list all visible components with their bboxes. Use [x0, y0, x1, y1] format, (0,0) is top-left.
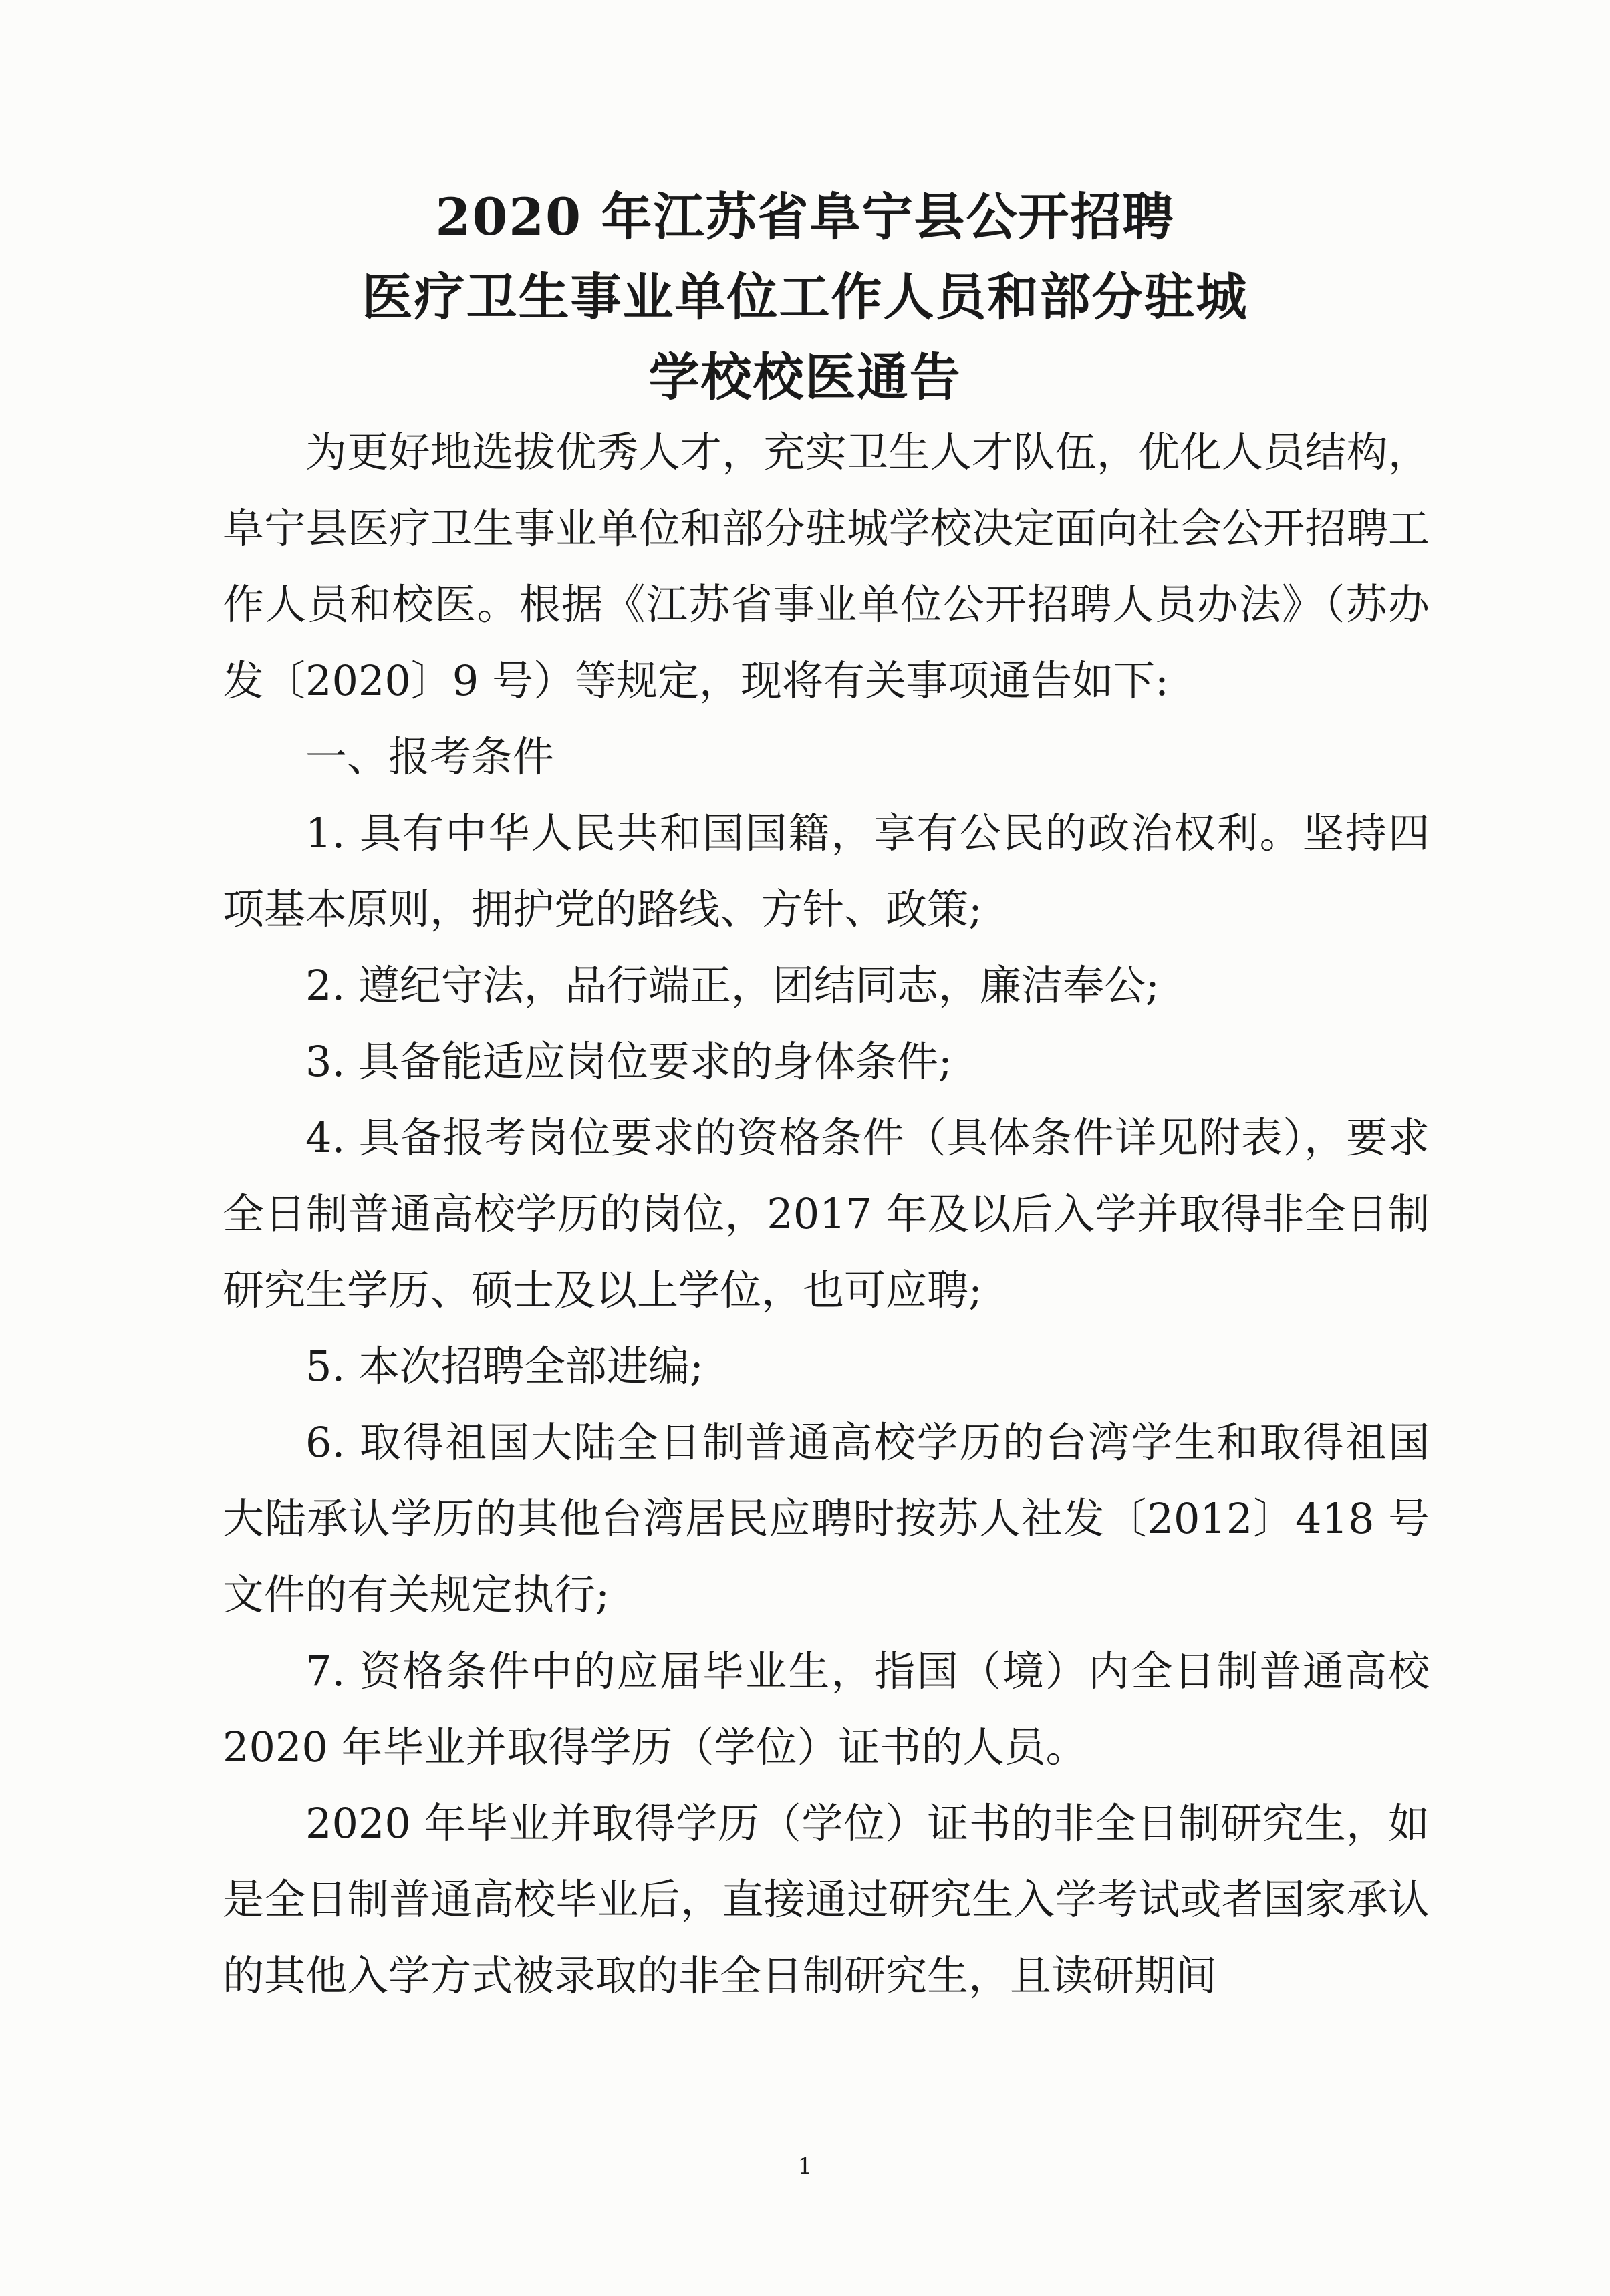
condition-item-6: 6. 取得祖国大陆全日制普通高校学历的台湾学生和取得祖国大陆承认学历的其他台湾居民应聘时按苏人社发〔2012〕418 号文件的有关规定执行;: [223, 1418, 1430, 1619]
condition-item-1: 1. 具有中华人民共和国国籍，享有公民的政治权利。坚持四项基本原则，拥护党的路线、方针、政策;: [223, 809, 1430, 934]
title-line-1: 2020 年江苏省阜宁县公开招聘: [435, 187, 1175, 247]
page-number: 1: [797, 2153, 813, 2180]
intro-paragraph: 为更好地选拔优秀人才，充实卫生人才队伍，优化人员结构，阜宁县医疗卫生事业单位和部分驻城学校决定面向社会公开招聘工作人员和校医。根据《江苏省事业单位公开招聘人员办法》（苏办发〔2020〕9 号）等规定，现将有关事项通告如下:: [223, 428, 1430, 705]
document-body: [223, 414, 1430, 2014]
condition-item-4: 4. 具备报考岗位要求的资格条件（具体条件详见附表），要求全日制普通高校学历的岗位，2017 年及以后入学并取得非全日制研究生学历、硕士及以上学位，也可应聘;: [223, 1113, 1430, 1314]
document-title: [0, 177, 1610, 418]
condition-item-2: 2. 遵纪守法，品行端正，团结同志，廉洁奉公;: [305, 961, 1160, 1010]
graduate-note-paragraph: 2020 年毕业并取得学历（学位）证书的非全日制研究生，如是全日制普通高校毕业后，直接通过研究生入学考试或者国家承认的其他入学方式被录取的非全日制研究生，且读研期间: [223, 1799, 1430, 2000]
title-line-3: 学校校医通告: [648, 347, 962, 407]
title-line-2: 医疗卫生事业单位工作人员和部分驻城: [362, 267, 1248, 327]
section-heading-eligibility: 一、报考条件: [305, 732, 555, 781]
condition-item-5: 5. 本次招聘全部进编;: [305, 1342, 704, 1391]
condition-item-7: 7. 资格条件中的应届毕业生，指国（境）内全日制普通高校 2020 年毕业并取得学历（学位）证书的人员。: [223, 1646, 1430, 1771]
condition-item-3: 3. 具备能适应岗位要求的身体条件;: [305, 1037, 952, 1086]
